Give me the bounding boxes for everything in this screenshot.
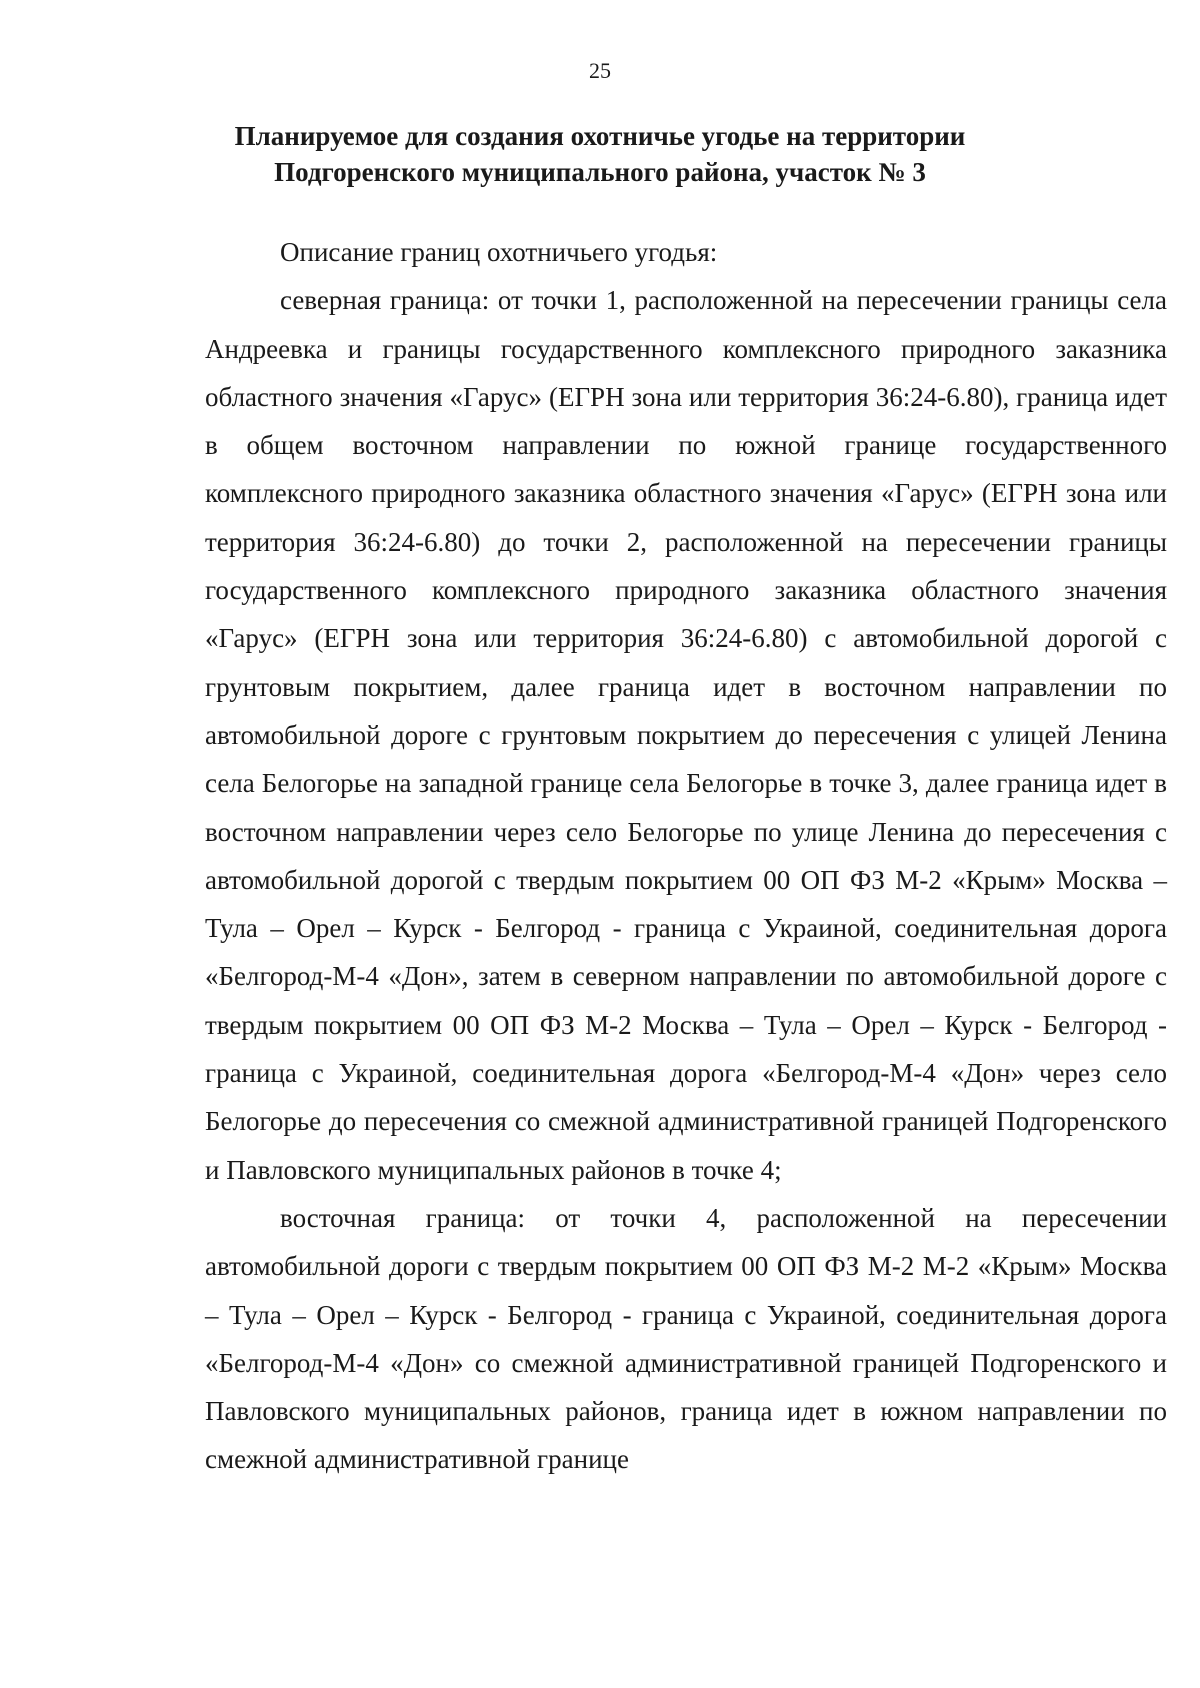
title-line-2: Подгоренского муниципального района, участок № 3 bbox=[274, 157, 926, 187]
paragraph-north-boundary: северная граница: от точки 1, расположенной на пересечении границы села Андреевка и границы государственного комплексного природного заказника областного значения «Гарус» (ЕГРН зона или территория 36:24-6.80), граница идет в общем восточном направлении по южной границе государственного комплексного природного заказника областного значения «Гарус» (ЕГРН зона или территория 36:24-6.80) до точки 2, расположенной на пересечении границы государственного комплексного природного заказника областного значения «Гарус» (ЕГРН зона или территория 36:24-6.80) с автомобильной дорогой с грунтовым покрытием, далее граница идет в восточном направлении по автомобильной дороге с грунтовым покрытием до пересечения с улицей Ленина села Белогорье на западной границе села Белогорье в точке 3, далее граница идет в восточном направлении через село Белогорье по улице Ленина до пересечения с автомобильной дорогой с твердым покрытием 00 ОП ФЗ М-2 «Крым» Москва – Тула – Орел – Курск - Белгород - граница с Украиной, соединительная дорога «Белгород-М-4 «Дон», затем в северном направлении по автомобильной дороге с твердым покрытием 00 ОП ФЗ М-2 Москва – Тула – Орел – Курск - Белгород - граница с Украиной, соединительная дорога «Белгород-М-4 «Дон» через село Белогорье до пересечения со смежной административной границей Подгоренского и Павловского муниципальных районов в точке 4; bbox=[205, 285, 1167, 1185]
page-number: 25 bbox=[589, 58, 611, 83]
document-title bbox=[150, 118, 1050, 190]
document-body bbox=[205, 228, 1167, 1484]
title-line-1: Планируемое для создания охотничье угодье на территории bbox=[234, 121, 966, 151]
paragraph-intro: Описание границ охотничьего угодья: bbox=[280, 237, 718, 267]
paragraph-east-boundary: восточная граница: от точки 4, расположенной на пересечении автомобильной дороги с твердым покрытием 00 ОП ФЗ М-2 М-2 «Крым» Москва – Тула – Орел – Курск - Белгород - граница с Украиной, соединительная дорога «Белгород-М-4 «Дон» со смежной административной границей Подгоренского и Павловского муниципальных районов, граница идет в южном направлении по смежной административной границе bbox=[205, 1202, 1167, 1475]
